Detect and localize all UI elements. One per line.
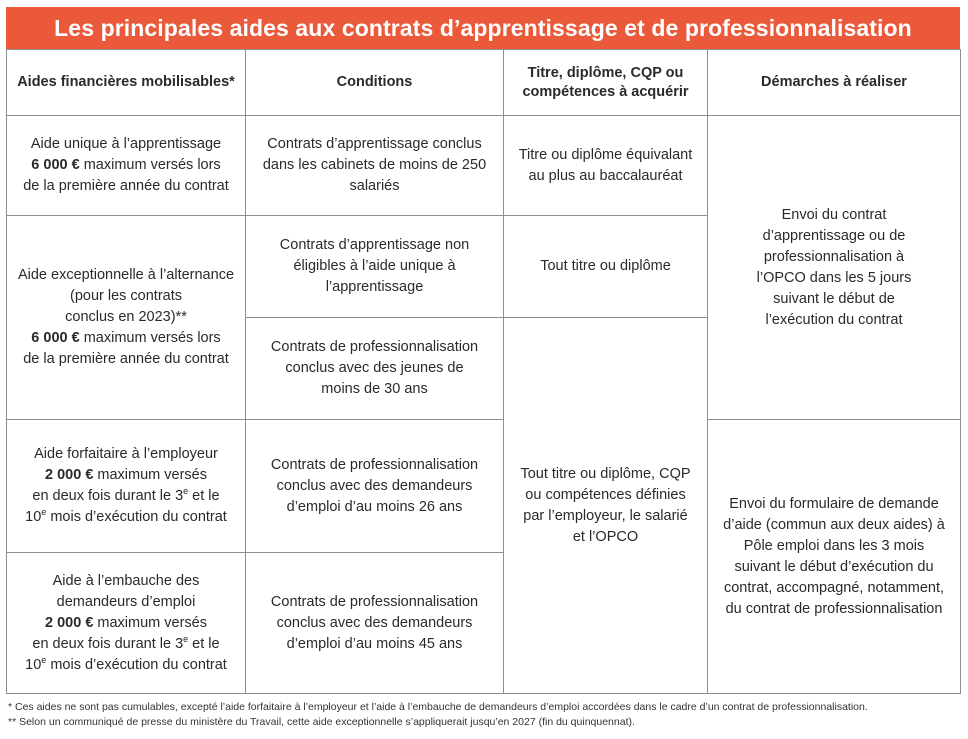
titre-tout: Tout titre ou diplôme: [504, 216, 708, 318]
condition-pro-jeunes: Contrats de professionnalisation conclus avec des jeunes de moins de 30 ans: [246, 318, 504, 420]
aide-exceptionnelle-cell: Aide exceptionnelle à l’alternance (pour les contrats conclus en 2023)** 6 000 € maximum versés lors de la première année du contrat: [7, 216, 246, 420]
condition-pro-45-ans: Contrats de professionnalisation conclus avec des demandeurs d’emploi d’au moins 45 ans: [246, 553, 504, 694]
aide-unique-amount: 6 000 €: [31, 157, 80, 173]
aide-embauche-amount: 2 000 €: [45, 614, 94, 631]
titre-cqp: Tout titre ou diplôme, CQP ou compétences définies par l’employeur, le salarié et l’OPCO: [504, 318, 708, 694]
header-conditions: Conditions: [246, 50, 504, 116]
header-titre: Titre, diplôme, CQP ou compétences à acquérir: [504, 50, 708, 116]
aide-unique-cell: Aide unique à l’apprentissage 6 000 € maximum versés lors de la première année du contrat: [7, 116, 246, 216]
footnote-1: * Ces aides ne sont pas cumulables, excepté l’aide forfaitaire à l’employeur et l’aide à l’embauche de demandeurs d’emploi accordées dans le cadre d’un contrat de professionnalisation.: [8, 701, 868, 713]
footnotes: [8, 700, 958, 730]
aide-forfaitaire-cell: Aide forfaitaire à l’employeur 2 000 € maximum versés en deux fois durant le 3e et le 10e mois d’exécution du contrat: [7, 420, 246, 553]
aids-table: [6, 49, 961, 694]
demarche-pole-emploi: Envoi du formulaire de demande d’aide (commun aux deux aides) à Pôle emploi dans les 3 mois suivant le début d’exécution du contrat, accompagné, notamment, du contrat de professionnalisation: [708, 420, 961, 694]
aide-forfaitaire-amount: 2 000 €: [45, 467, 94, 483]
demarche-opco: Envoi du contrat d’apprentissage ou de professionnalisation à l’OPCO dans les 5 jours suivant le début de l’exécution du contrat: [708, 116, 961, 420]
header-row: [7, 50, 961, 116]
titre-bac: Titre ou diplôme équivalant au plus au baccalauréat: [504, 116, 708, 216]
aide-exceptionnelle-amount: 6 000 €: [31, 330, 80, 346]
footnote-2: ** Selon un communiqué de presse du ministère du Travail, cette aide exceptionnelle s’appliquerait jusqu’en 2027 (fin du quinquennat).: [8, 716, 635, 728]
condition-apprentissage-non-eligible: Contrats d’apprentissage non éligibles à l’aide unique à l’apprentissage: [246, 216, 504, 318]
table-row: [7, 420, 961, 553]
header-aides: Aides financières mobilisables*: [7, 50, 246, 116]
aide-embauche-cell: Aide à l’embauche des demandeurs d’emploi 2 000 € maximum versés en deux fois durant le 3e et le 10e mois d’exécution du contrat: [7, 553, 246, 694]
condition-pro-26-ans: Contrats de professionnalisation conclus avec des demandeurs d’emploi d’au moins 26 ans: [246, 420, 504, 553]
table-row: [7, 116, 961, 216]
table-title: Les principales aides aux contrats d’apprentissage et de professionnalisation: [6, 7, 960, 49]
condition-aide-unique: Contrats d’apprentissage conclus dans les cabinets de moins de 250 salariés: [246, 116, 504, 216]
header-demarches: Démarches à réaliser: [708, 50, 961, 116]
